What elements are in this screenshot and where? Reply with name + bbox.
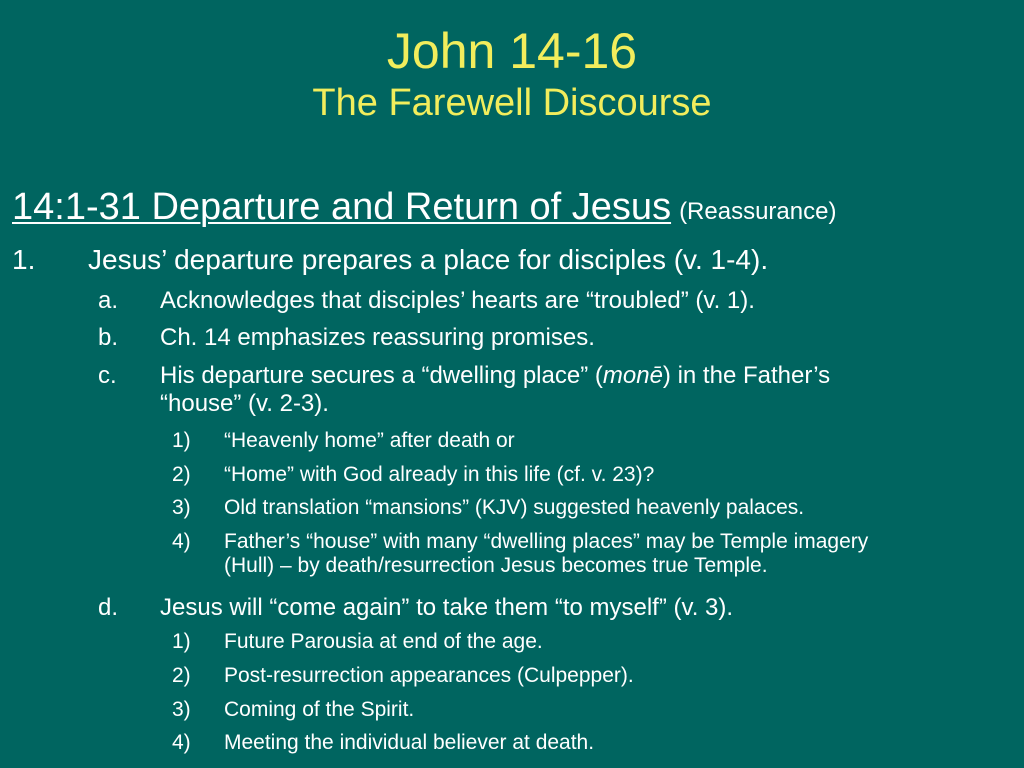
list-item-number: 1) <box>172 630 191 653</box>
list-item-number: 2) <box>172 664 191 687</box>
sub-point-b-letter: b. <box>98 324 119 351</box>
title-main: John 14-16 <box>386 23 638 79</box>
list-item-text: Coming of the Spirit. <box>224 698 415 721</box>
title-subtitle: The Farewell Discourse <box>312 82 712 124</box>
sub-point-a <box>98 287 998 317</box>
list-item <box>172 429 1012 455</box>
list-item-text-line2: (Hull) – by death/resurrection Jesus becomes true Temple. <box>224 554 768 577</box>
list-item-text: “Heavenly home” after death or <box>224 429 515 452</box>
sub-point-c-term: monē <box>602 362 663 389</box>
list-item-number: 4) <box>172 530 191 553</box>
list-item <box>172 664 1012 690</box>
sub-point-b <box>98 324 998 354</box>
list-item-text: Future Parousia at end of the age. <box>224 630 543 653</box>
sub-point-a-letter: a. <box>98 287 119 314</box>
list-item-number: 3) <box>172 496 191 519</box>
sub-point-c-text <box>160 362 830 418</box>
section-heading <box>12 186 836 229</box>
list-item-text: Meeting the individual believer at death. <box>224 731 595 754</box>
sub-point-c-text-after: ) in the Father’s <box>662 362 831 389</box>
sub-point-c-letter: c. <box>98 362 117 389</box>
list-item-number: 1) <box>172 429 191 452</box>
point-1-text: Jesus’ departure prepares a place for disciples (v. 1-4). <box>88 244 769 275</box>
list-item <box>172 530 1012 584</box>
list-item-text: “Home” with God already in this life (cf. v. 23)? <box>224 463 655 486</box>
point-1-number: 1. <box>12 244 36 275</box>
sub-point-c <box>98 362 998 422</box>
list-item-text: Post-resurrection appearances (Culpepper). <box>224 664 634 687</box>
point-1 <box>12 244 1012 278</box>
sub-point-b-text: Ch. 14 emphasizes reassuring promises. <box>160 324 595 351</box>
list-item-number: 4) <box>172 731 191 754</box>
list-item <box>172 630 1012 656</box>
list-item-number: 2) <box>172 463 191 486</box>
list-item <box>172 496 1012 522</box>
section-heading-main: 14:1-31 Departure and Return of Jesus <box>12 186 672 228</box>
sub-point-a-text: Acknowledges that disciples’ hearts are “troubled” (v. 1). <box>160 287 755 314</box>
list-item <box>172 698 1012 724</box>
list-item-number: 3) <box>172 698 191 721</box>
slide-title <box>0 22 1024 126</box>
sub-point-d-letter: d. <box>98 594 119 621</box>
list-item <box>172 463 1012 489</box>
sub-point-c-text-before: His departure secures a “dwelling place” ( <box>160 362 603 389</box>
sub-point-d-text: Jesus will “come again” to take them “to myself” (v. 3). <box>160 594 734 621</box>
sub-point-c-text-continued: “house” (v. 2-3). <box>160 390 329 417</box>
list-item-text: Old translation “mansions” (KJV) suggested heavenly palaces. <box>224 496 805 519</box>
list-item <box>172 731 1012 757</box>
list-item-text-line1: Father’s “house” with many “dwelling places” may be Temple imagery <box>224 530 869 553</box>
list-item-text <box>224 530 868 578</box>
section-heading-aside: (Reassurance) <box>679 198 837 225</box>
sub-point-d <box>98 594 998 624</box>
